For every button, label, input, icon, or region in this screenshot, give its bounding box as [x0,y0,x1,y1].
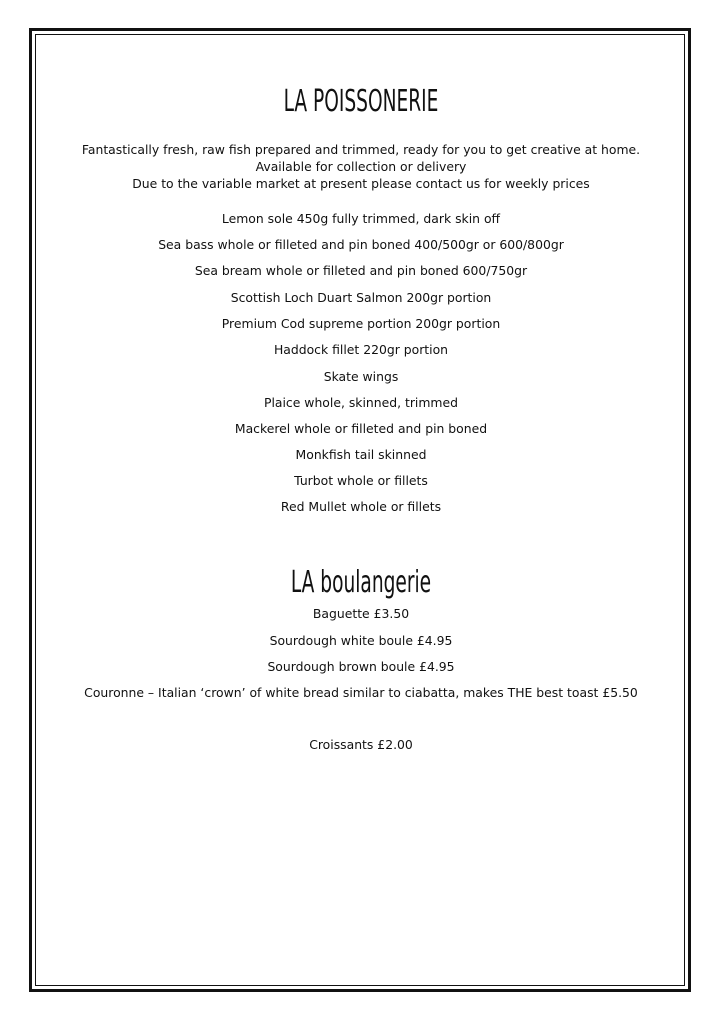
boulangerie-heading: LA boulangerie [290,565,432,600]
bread-item: Sourdough white boule £4.95 [269,633,453,648]
bread-item: Couronne – Italian ‘crown’ of white bread similar to ciabatta, makes THE best toast £5.50 [84,685,638,700]
fish-item: Plaice whole, skinned, trimmed [263,395,458,410]
fish-item: Monkfish tail skinned [295,447,427,462]
fish-item: Red Mullet whole or fillets [280,499,442,514]
fish-item: Haddock fillet 220gr portion [273,342,449,357]
fish-item: Mackerel whole or filleted and pin boned [234,421,488,436]
fish-item: Turbot whole or fillets [294,473,428,488]
bread-item: Croissants £2.00 [309,737,413,752]
fish-item: Lemon sole 450g fully trimmed, dark skin off [221,211,501,226]
fish-item: Skate wings [323,369,399,384]
poissonerie-heading: LA POISSONERIE [283,84,439,119]
poissonerie-intro-line: Due to the variable market at present please contact us for weekly prices [132,176,590,191]
fish-item: Sea bass whole or filleted and pin boned 400/500gr or 600/800gr [158,237,564,252]
fish-item: Sea bream whole or filleted and pin boned 600/750gr [194,263,528,278]
fish-item: Scottish Loch Duart Salmon 200gr portion [230,290,492,305]
poissonerie-intro-line: Fantastically fresh, raw fish prepared and trimmed, ready for you to get creative at home. [81,142,641,157]
poissonerie-intro-line: Available for collection or delivery [255,159,467,174]
fish-item: Premium Cod supreme portion 200gr portion [221,316,501,331]
bread-item: Sourdough brown boule £4.95 [267,659,455,674]
bread-item: Baguette £3.50 [312,606,410,621]
